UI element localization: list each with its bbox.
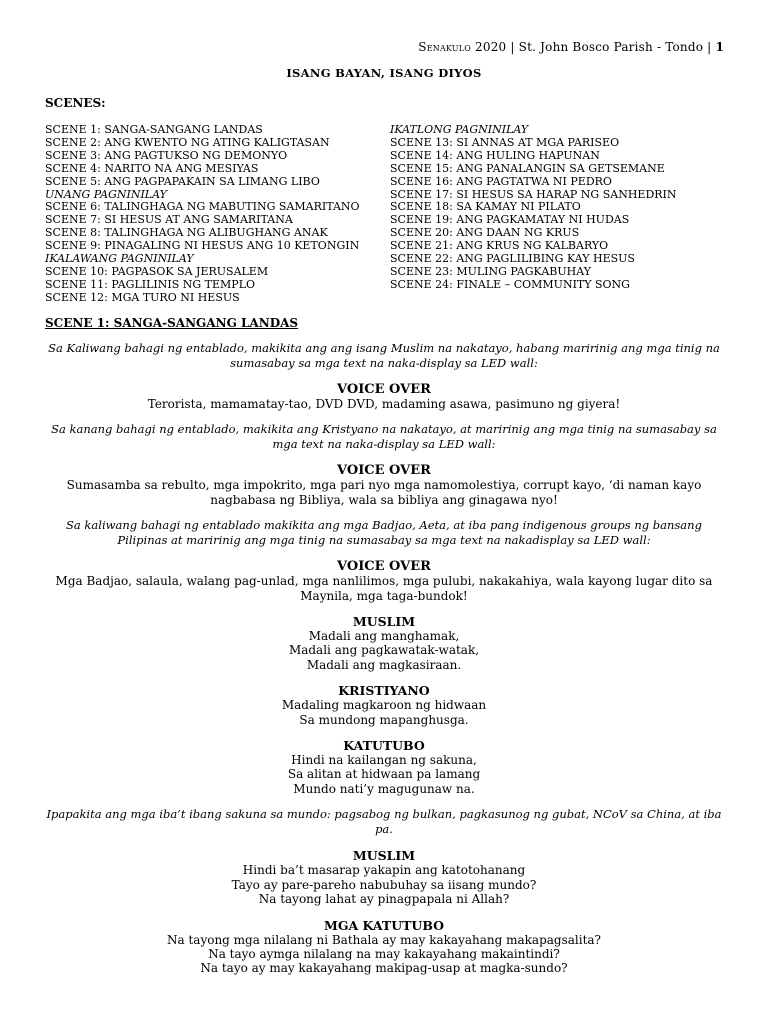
scene-list-item: SCENE 13: SI ANNAS AT MGA PARISEO xyxy=(390,135,620,149)
scene-list-item: SCENE 20: ANG DAAN NG KRUS xyxy=(390,226,580,240)
muslim-block xyxy=(40,614,728,672)
scene-list-item: SCENE 5: ANG PAGPAPAKAIN SA LIMANG LIBO xyxy=(45,174,320,188)
scene-1-heading: SCENE 1: SANGA-SANGANG LANDAS xyxy=(45,316,299,330)
reflection-label: IKALAWANG PAGNINILAY xyxy=(45,252,194,266)
dialogue-line: Na tayong mga nilalang ni Bathala ay may kakayahang makapagsalita? xyxy=(167,932,601,947)
stage-direction: Ipapakita ang mga iba’t ibang sakuna sa mundo: pagsabog ng bulkan, pagkasunog ng gubat, NCoV sa China, at iba pa. xyxy=(46,807,722,837)
scene-list-item: SCENE 14: ANG HULING HAPUNAN xyxy=(390,148,600,162)
stage-direction: Sa kanang bahagi ng entablado, makikita ang Kristyano na nakatayo, at maririnig ang mga tinig na sumasabay sa mga text na naka-display sa LED wall: xyxy=(51,422,717,452)
header-show-name: Senakulo xyxy=(418,40,472,54)
dialogue-line: Tayo ay pare-pareho nabubuhay sa iisang mundo? xyxy=(231,877,537,892)
dialogue-line: Na tayong lahat ay pinagpapala ni Allah? xyxy=(258,892,510,907)
dialogue-line: Na tayo aymga nilalang na may kakayahang makaintindi? xyxy=(208,946,560,961)
muslim-block xyxy=(40,848,728,906)
reflection-label: UNANG PAGNINILAY xyxy=(45,187,167,201)
scene-list-item: SCENE 23: MULING PAGKABUHAY xyxy=(390,264,591,278)
kristiyano-block xyxy=(40,683,728,727)
dialogue-line: Madali ang manghamak, xyxy=(308,629,460,644)
speaker-name: VOICE OVER xyxy=(337,559,431,575)
voice-over-block xyxy=(40,382,728,411)
dialogue-line: Madali ang pagkawatak-watak, xyxy=(288,643,480,658)
dialogue-line: Na tayo ay may kakayahang makipag-usap at magka-sundo? xyxy=(200,961,568,976)
scenes-heading: SCENES: xyxy=(45,96,106,110)
dialogue-line: Madaling magkaroon ng hidwaan xyxy=(281,698,487,713)
scene-list-item: SCENE 9: PINAGALING NI HESUS ANG 10 KETONGIN xyxy=(45,239,360,253)
katutubo-block xyxy=(40,738,728,796)
page-number: 1 xyxy=(715,40,724,54)
scene-list-item: SCENE 22: ANG PAGLILIBING KAY HESUS xyxy=(390,252,635,266)
scene-list-item: SCENE 21: ANG KRUS NG KALBARYO xyxy=(390,239,609,253)
speaker-name: VOICE OVER xyxy=(337,463,431,479)
reflection-label: IKATLONG PAGNINILAY xyxy=(390,123,529,136)
scene-list-right xyxy=(390,124,677,292)
dialogue-line: Hindi ba’t masarap yakapin ang katotohanang xyxy=(242,863,526,878)
speaker-name: MGA KATUTUBO xyxy=(323,917,445,933)
scene-list-left xyxy=(45,124,360,305)
scene-list-item: SCENE 1: SANGA-SANGANG LANDAS xyxy=(45,123,263,136)
stage-direction: Sa Kaliwang bahagi ng entablado, makikita ang ang isang Muslim na nakatayo, habang maririnig ang mga tinig na sumasabay sa mga text na naka-display sa LED wall: xyxy=(48,341,720,370)
scene-list-item: SCENE 2: ANG KWENTO NG ATING KALIGTASAN xyxy=(45,135,330,149)
speaker-name: KRISTIYANO xyxy=(338,683,430,699)
scene-list-item: SCENE 6: TALINGHAGA NG MABUTING SAMARITANO xyxy=(45,200,360,214)
voice-over-block xyxy=(40,463,728,507)
scene-list-item: SCENE 16: ANG PAGTATWA NI PEDRO xyxy=(390,174,612,188)
scene-list-item: SCENE 19: ANG PAGKAMATAY NI HUDAS xyxy=(390,213,630,227)
dialogue-line: Sa mundong mapanghusga. xyxy=(299,712,469,727)
scene-list-item: SCENE 8: TALINGHAGA NG ALIBUGHANG ANAK xyxy=(45,226,328,240)
stage-direction: Sa kaliwang bahagi ng entablado makikita ang mga Badjao, Aeta, at iba pang indigenous groups ng bansang Pilipinas at maririnig ang mga tinig na sumasabay sa mga text na nakadisplay sa LED wall: xyxy=(66,518,702,548)
scene-list-item: SCENE 24: FINALE – COMMUNITY SONG xyxy=(390,277,630,291)
dialogue-line: Mga Badjao, salaula, walang pag-unlad, mga nanlilimos, mga pulubi, nakakahiya, wala kayong lugar dito sa Maynila, mga taga-bundok! xyxy=(55,574,713,603)
scene-list-item: SCENE 3: ANG PAGTUKSO NG DEMONYO xyxy=(45,148,288,162)
scene-list-item: SCENE 17: SI HESUS SA HARAP NG SANHEDRIN xyxy=(390,187,677,201)
speaker-name: MUSLIM xyxy=(352,614,416,630)
dialogue-line: Terorista, mamamatay-tao, DVD DVD, madaming asawa, pasimuno ng giyera! xyxy=(147,397,621,411)
speaker-name: MUSLIM xyxy=(352,848,416,864)
dialogue-line: Madali ang magkasiraan. xyxy=(306,657,462,672)
dialogue-line: Sa alitan at hidwaan pa lamang xyxy=(287,767,481,782)
document-title: ISANG BAYAN, ISANG DIYOS xyxy=(286,66,482,80)
dialogue-line: Mundo nati’y magugunaw na. xyxy=(293,781,475,796)
page-header xyxy=(418,40,724,54)
speaker-name: KATUTUBO xyxy=(343,738,425,754)
speaker-name: VOICE OVER xyxy=(337,382,431,397)
scene-list-item: SCENE 4: NARITO NA ANG MESIYAS xyxy=(45,161,259,175)
header-parish: 2020 | St. John Bosco Parish - Tondo | xyxy=(471,40,716,54)
mga-katutubo-block xyxy=(40,918,728,976)
scene-list-item: SCENE 12: MGA TURO NI HESUS xyxy=(45,290,240,304)
voice-over-block xyxy=(40,559,728,603)
scene-list-item: SCENE 7: SI HESUS AT ANG SAMARITANA xyxy=(45,213,293,227)
scene-list-item: SCENE 11: PAGLILINIS NG TEMPLO xyxy=(45,277,256,291)
script-body xyxy=(40,341,728,987)
scene-list-item: SCENE 10: PAGPASOK SA JERUSALEM xyxy=(45,264,269,278)
dialogue-line: Sumasamba sa rebulto, mga impokrito, mga pari nyo mga namomolestiya, corrupt kayo, ‘di naman kayo nagbabasa ng Bibliya, wala sa bibliya ang ginagawa nyo! xyxy=(66,478,702,507)
scene-list-item: SCENE 15: ANG PANALANGIN SA GETSEMANE xyxy=(390,161,665,175)
dialogue-line: Hindi na kailangan ng sakuna, xyxy=(291,753,477,768)
scene-list-item: SCENE 18: SA KAMAY NI PILATO xyxy=(390,200,581,214)
